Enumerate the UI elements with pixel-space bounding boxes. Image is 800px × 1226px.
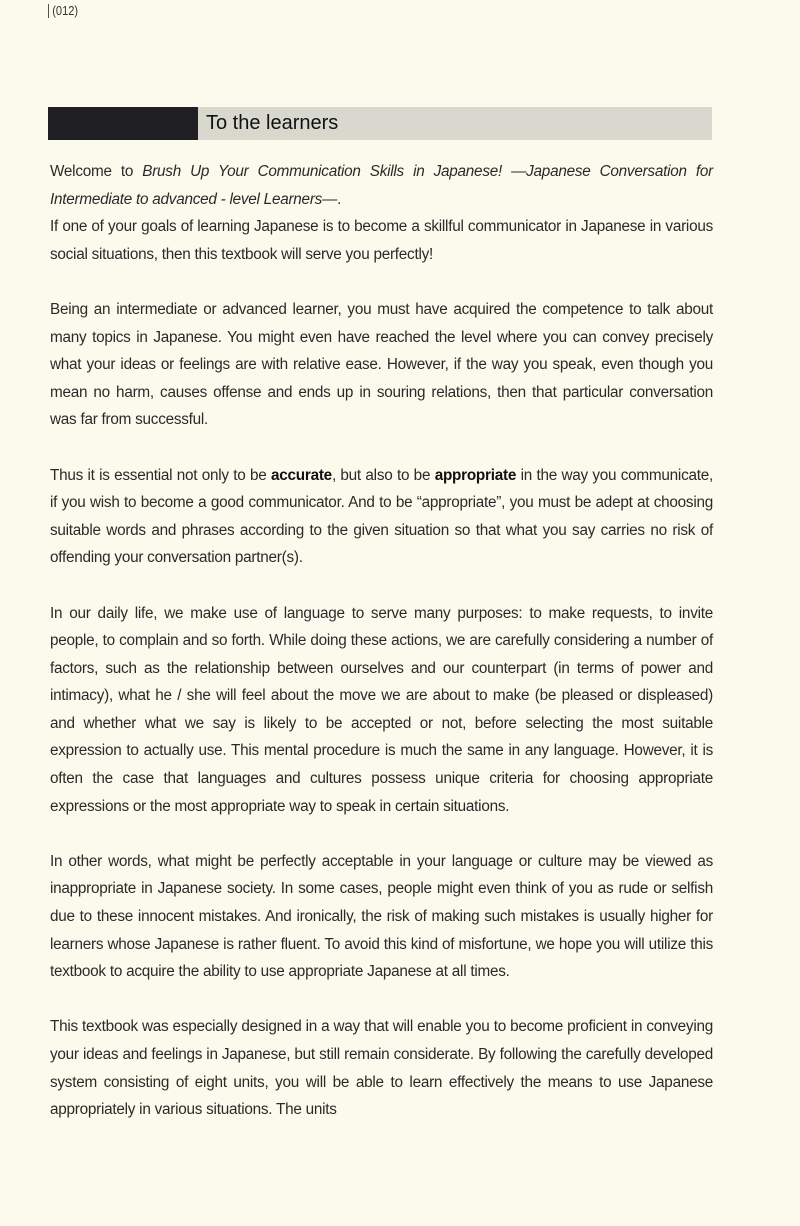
paragraph-competence: Being an intermediate or advanced learner, you must have acquired the competence to talk about many topics in Japanese. You might even have reached the level where you can convey precisely what your ideas or feelings are with relative ease. However, if the way you speak, even though you mean no harm, causes offense and ends up in souring relations, then that particular conversation was far from successful. [50, 300, 713, 429]
paragraph-goals: If one of your goals of learning Japanese is to become a skillful communicator in Japanese in various social situations, then this textbook will serve you perfectly! [50, 218, 713, 263]
book-title: Brush Up Your Communication Skills in Japanese! —Japanese Conversation for Intermediate to advanced - level Learners— [50, 163, 713, 208]
keyword-accurate: accurate [271, 466, 332, 484]
paragraph-accurate-appropriate: Thus it is essential not only to be accurate, but also to be appropriate in the way you communicate, if you wish to become a good communicator. And to be “appropriate”, you must be adept at choosing suitable words and phrases according to the given situation so that what you say carries no risk of offending your conversation partner(s). [50, 466, 713, 567]
paragraph-other-words: In other words, what might be perfectly acceptable in your language or culture may be viewed as inappropriate in Japanese society. In some cases, people might even think of you as rude or selfish due to these innocent mistakes. And ironically, the risk of making such mistakes is usually higher for learners whose Japanese is rather fluent. To avoid this kind of misfortune, we hope you will utilize this textbook to acquire the ability to use appropriate Japanese at all times. [50, 852, 713, 981]
paragraph-daily-life: In our daily life, we make use of language to serve many purposes: to make requests, to invite people, to complain and so forth. While doing these actions, we are carefully considering a number of factors, such as the relationship between ourselves and our counterpart (in terms of power and intimacy), what he / she will feel about the move we are about to make (be pleased or displeased) and whether what we say is likely to be accepted or not, before selecting the most suitable expression to actually use. This mental procedure is much the same in any language. However, it is often the case that languages and cultures possess unique criteria for choosing appropriate expressions or the most appropriate way to speak in certain situations. [50, 604, 713, 815]
section-header [48, 107, 712, 140]
page-number: (012) [48, 4, 78, 18]
header-decorative-block [48, 107, 198, 140]
keyword-appropriate: appropriate [434, 466, 517, 484]
section-title: To the learners [198, 107, 712, 140]
paragraph-textbook-design: This textbook was especially designed in a way that will enable you to become proficient in conveying your ideas and feelings in Japanese, but still remain considerate. By following the carefully developed system consisting of eight units, you will be able to learn effectively the means to use Japanese appropriately in various situations. The units [50, 1018, 713, 1119]
body-text [50, 158, 713, 1151]
paragraph-welcome: Welcome to Brush Up Your Communication Skills in Japanese! —Japanese Conversation for Intermediate to advanced - level Learners—. [50, 163, 713, 208]
